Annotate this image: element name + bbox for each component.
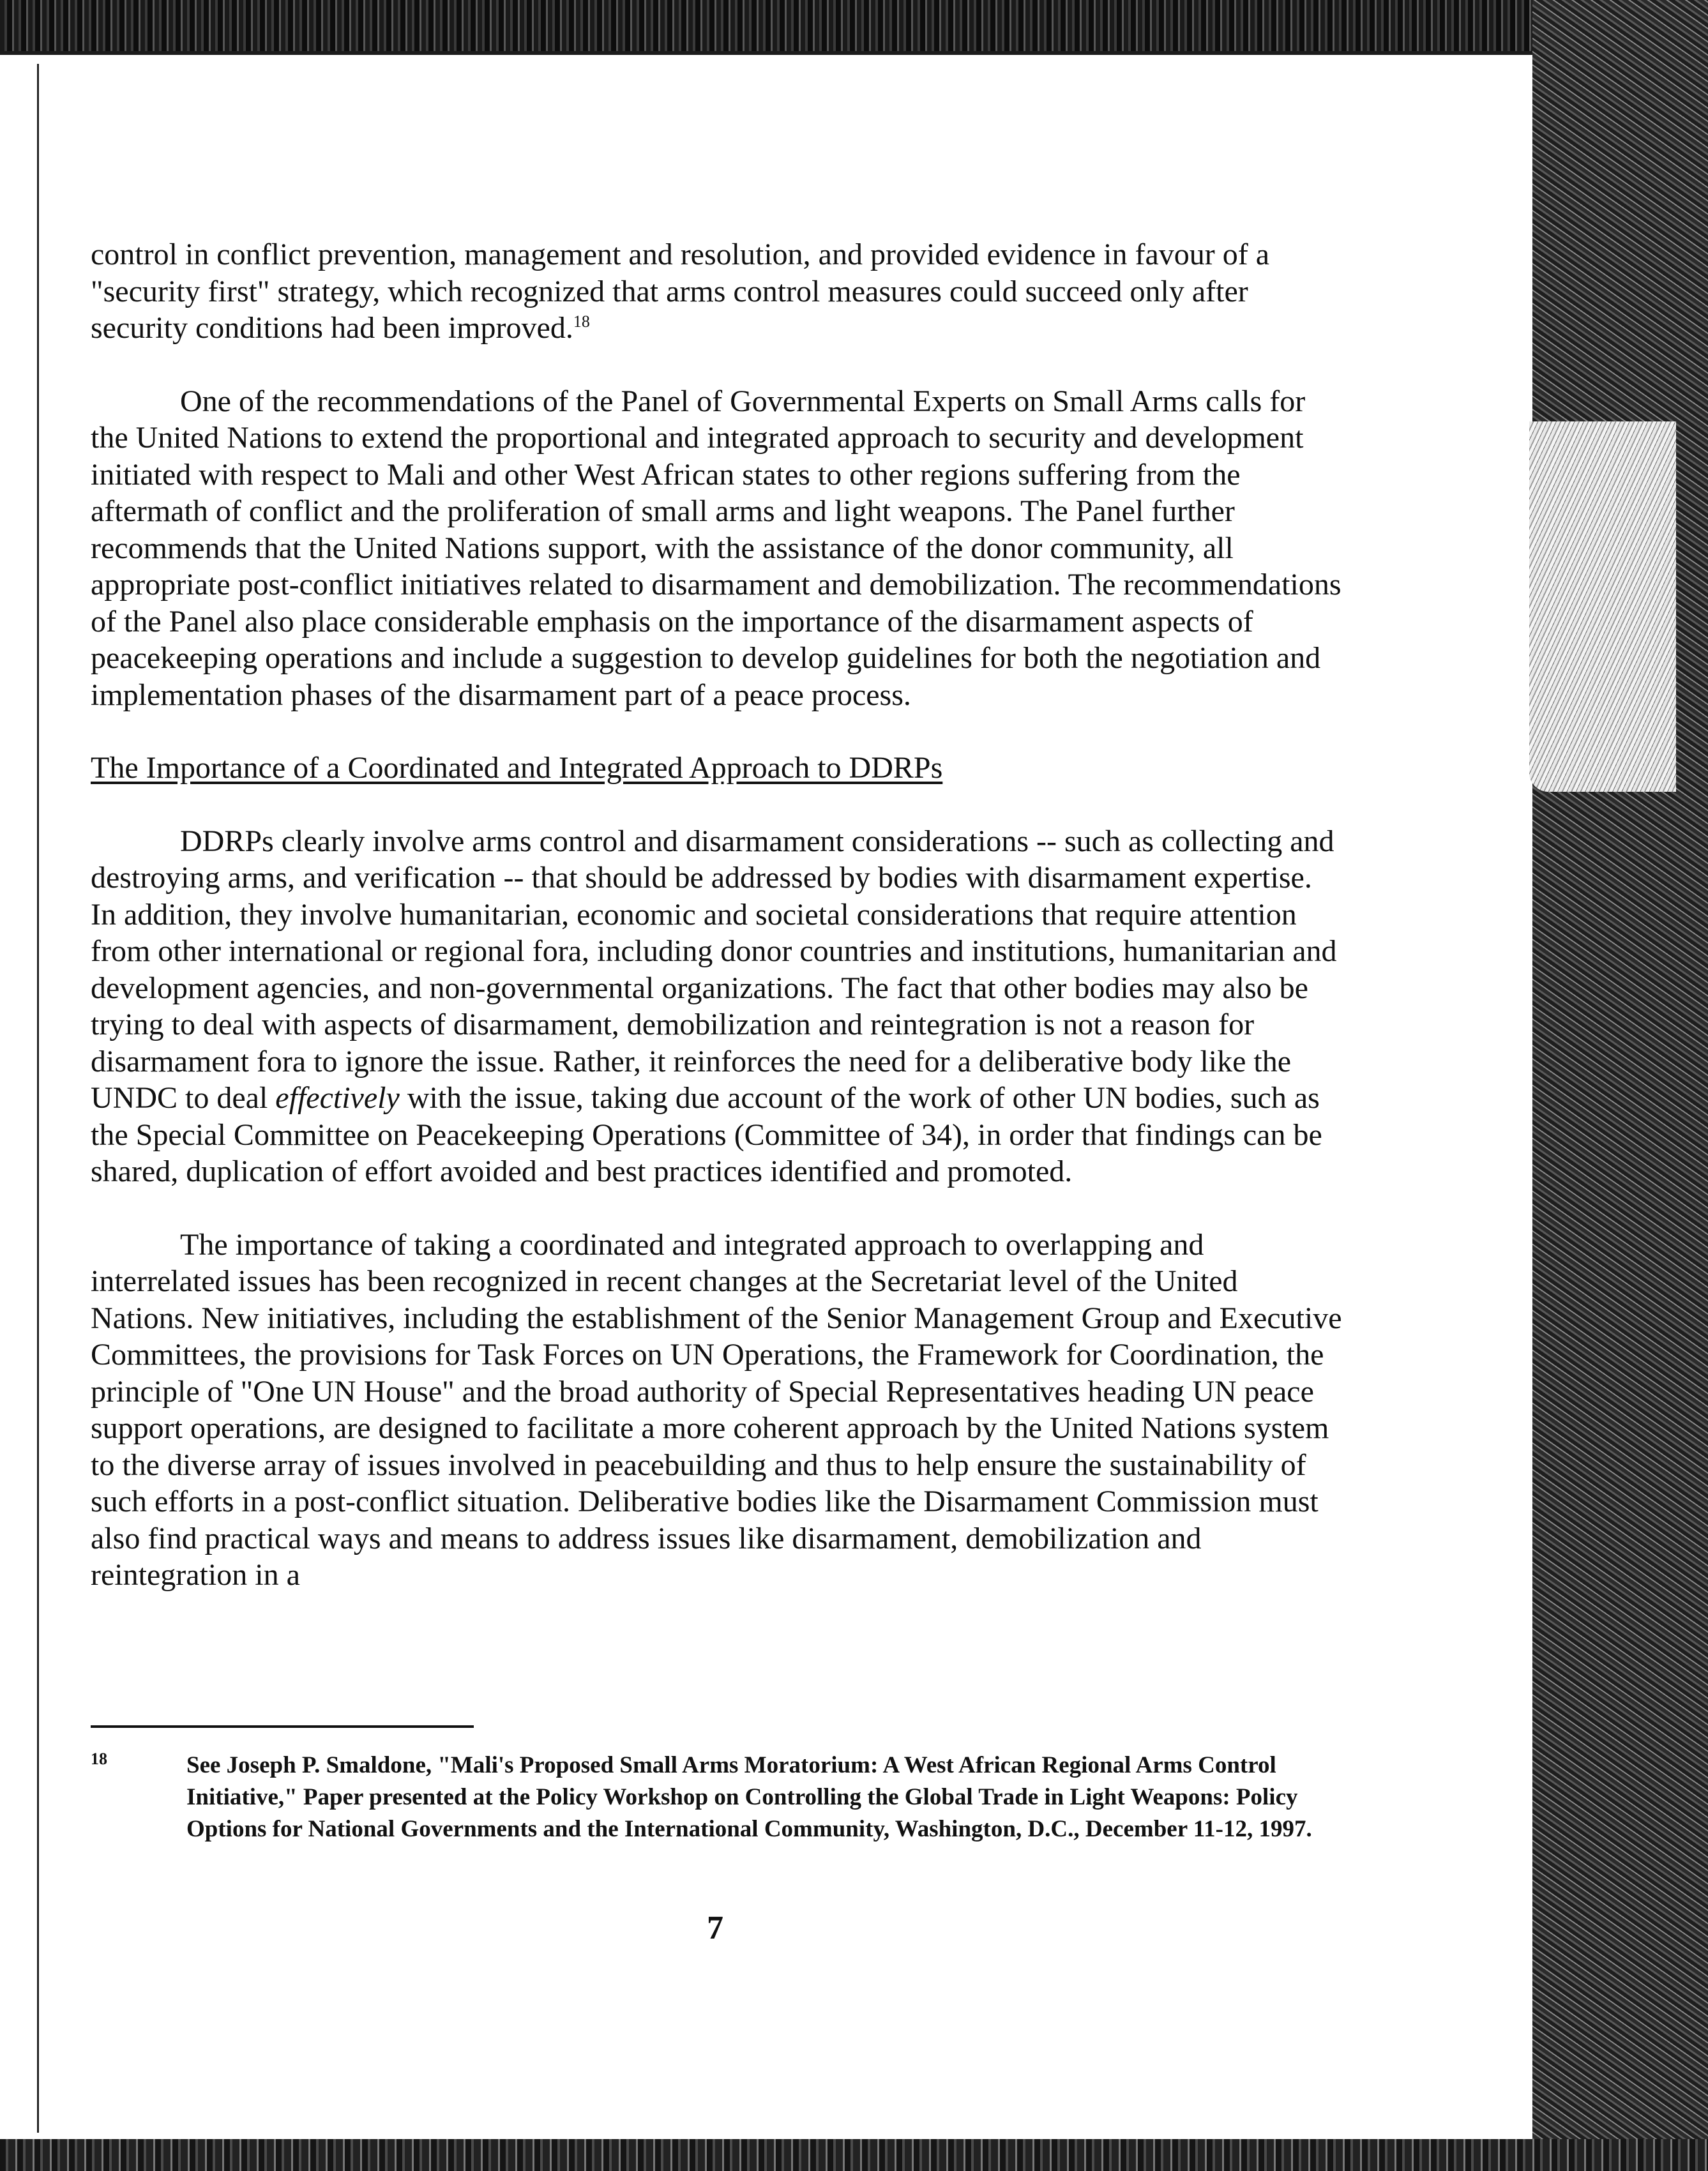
- footnote-divider: [91, 1725, 474, 1728]
- footnote-text: See Joseph P. Smaldone, "Mali's Proposed Small Arms Moratorium: A West African Regional Arms Control Initiative," Paper presented at the Policy Workshop on Controlling the Global Trade in Light Weapons: Policy Options for National Governments and the International Community, Washington, D.C., December 11-12, 1997.: [186, 1752, 1312, 1842]
- scan-artifact-patch: [1529, 421, 1676, 792]
- left-margin-line: [37, 64, 39, 2133]
- paragraph-3-text-b: with the issue, taking due account of the work of other UN bodies, such as the Special Committee on Peacekeeping Operations (Committee of 34), in order that findings can be shared, duplication of effort avoided and best practices identified and promoted.: [91, 1081, 1322, 1188]
- paragraph-3-emphasis: effectively: [275, 1081, 400, 1115]
- footnote: [91, 1750, 1336, 1845]
- paragraph-3-text-a: DDRPs clearly involve arms control and disarmament considerations -- such as collecting and destroying arms, and verification -- that should be addressed by bodies with disarmament expertise. In addition, they involve humanitarian, economic and societal considerations that require attention from other international or regional fora, including donor countries and institutions, humanitarian and development agencies, and non-governmental organizations. The fact that other bodies may also be trying to deal with aspects of disarmament, demobilization and reintegration is not a reason for disarmament fora to ignore the issue. Rather, it reinforces the need for a deliberative body like the UNDC to deal: [91, 824, 1337, 1115]
- paragraph-1: [91, 236, 1342, 347]
- paragraph-4: The importance of taking a coordinated and integrated approach to overlapping and interrelated issues has been recognized in recent changes at the Secretariat level of the United Nations. New initiatives, including the establishment of the Senior Management Group and Executive Committees, the provisions for Task Forces on UN Operations, the Framework for Coordination, the principle of "One UN House" and the broad authority of Special Representatives heading UN peace support operations, are designed to facilitate a more coherent approach by the United Nations system to the diverse array of issues involved in peacebuilding and thus to help ensure the sustainability of such efforts in a post-conflict situation. Deliberative bodies like the Disarmament Commission must also find practical ways and means to address issues like disarmament, demobilization and reintegration in a: [91, 1227, 1342, 1592]
- section-heading: The Importance of a Coordinated and Integrated Approach to DDRPs: [91, 751, 943, 785]
- scan-border-top: [0, 0, 1708, 51]
- scan-border-bottom: [0, 2139, 1708, 2171]
- scan-border-top-edge: [0, 51, 1532, 55]
- footnote-ref-18: 18: [573, 312, 590, 331]
- page-number: 7: [707, 1910, 723, 1946]
- scan-border-right: [1532, 0, 1708, 2171]
- paragraph-3: [91, 823, 1342, 1190]
- footnote-number: 18: [91, 1750, 107, 1768]
- page-body: [91, 236, 1342, 1594]
- paragraph-1-text: control in conflict prevention, management and resolution, and provided evidence in favour of a "security first" strategy, which recognized that arms control measures could succeed only after security conditions had been improved.: [91, 238, 1270, 345]
- paragraph-2: One of the recommendations of the Panel of Governmental Experts on Small Arms calls for the United Nations to extend the proportional and integrated approach to security and development initiated with respect to Mali and other West African states to other regions suffering from the aftermath of conflict and the proliferation of small arms and light weapons. The Panel further recommends that the United Nations support, with the assistance of the donor community, all appropriate post-conflict initiatives related to disarmament and demobilization. The recommendations of the Panel also place considerable emphasis on the importance of the disarmament aspects of peacekeeping operations and include a suggestion to develop guidelines for both the negotiation and implementation phases of the disarmament part of a peace process.: [91, 384, 1341, 712]
